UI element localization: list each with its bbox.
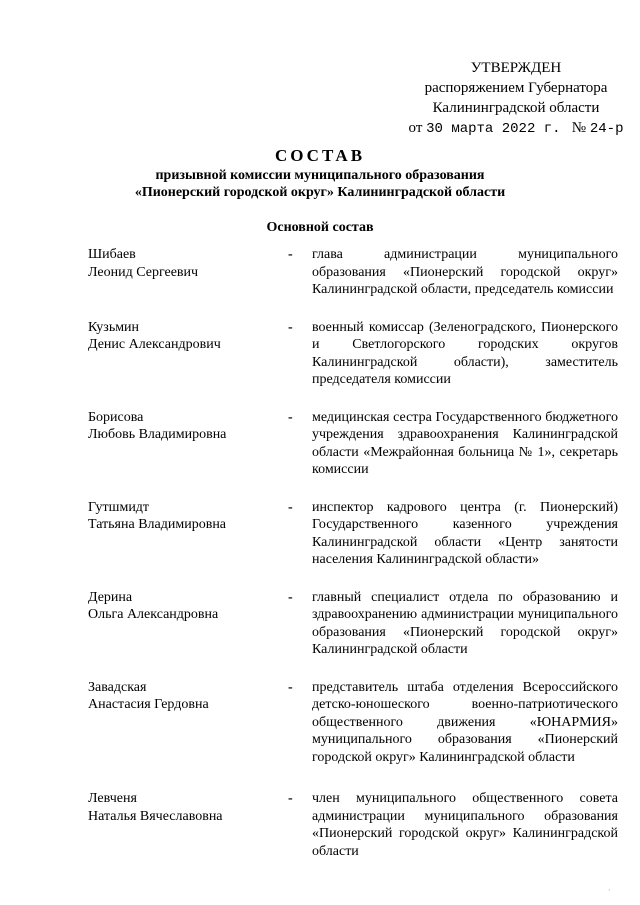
member-row	[88, 319, 618, 389]
member-name	[88, 246, 288, 299]
member-given-names: Татьяна Владимировна	[88, 517, 227, 532]
approval-heading: УТВЕРЖДЕН	[470, 60, 562, 76]
member-surname: Левченя	[88, 791, 137, 806]
member-role: представитель штаба отделения Всероссийского детско-юношеского военно-патриотического общественного движения «ЮНАРМИЯ» муниципального образования «Пионерский городской округ» Калининградской области	[312, 679, 618, 765]
member-role: медицинская сестра Государственного бюджетного учреждения здравоохранения Калининградской области «Межрайонная больница № 1», секретарь комиссии	[312, 409, 618, 477]
member-dash: -	[288, 589, 293, 605]
member-surname: Борисова	[88, 409, 144, 425]
member-role: глава администрации муниципального образования «Пионерский городской округ» Калининградской области, председатель комиссии	[312, 247, 618, 297]
member-given-names: Наталья Вячеславовна	[88, 808, 223, 824]
member-surname: Кузьмин	[88, 319, 140, 335]
member-row	[88, 589, 618, 659]
member-name	[88, 589, 288, 659]
member-dash: -	[288, 499, 293, 515]
member-surname: Завадская	[88, 679, 147, 695]
document-subtitle-line1: призывной комиссии муниципального образования	[155, 168, 485, 183]
member-name	[88, 679, 288, 767]
member-given-names: Леонид Сергеевич	[88, 264, 199, 280]
date-prefix: от	[408, 120, 423, 136]
members-list	[88, 246, 618, 860]
approval-date: 30 марта 2022 г.	[426, 121, 561, 137]
member-surname: Шибаев	[88, 247, 136, 262]
member-name	[88, 409, 288, 479]
member-given-names: Денис Александрович	[88, 337, 221, 352]
scan-speck: ·	[608, 886, 611, 895]
member-role: инспектор кадрового центра (г. Пионерский) Государственного казенного учреждения Калининградской области «Центр занятости населения Калининградской области»	[312, 499, 618, 567]
member-row	[88, 246, 618, 299]
member-given-names: Любовь Владимировна	[88, 427, 227, 442]
member-row	[88, 409, 618, 479]
member-surname: Гутшмидт	[88, 499, 150, 515]
member-row	[88, 790, 618, 860]
section-heading: Основной состав	[266, 220, 374, 235]
document-title: СОСТАВ	[274, 146, 366, 165]
member-role: главный специалист отдела по образованию и здравоохранению администрации муниципального образования «Пионерский городской округ» Калининградской области	[312, 589, 618, 657]
member-name	[88, 319, 288, 389]
member-dash: -	[288, 791, 293, 806]
approval-number: 24-р	[589, 121, 624, 137]
member-name	[88, 499, 288, 569]
approval-region: Калининградской области	[432, 100, 600, 116]
member-role: член муниципального общественного совета администрации муниципального образования «Пионерский городской округ» Калининградской области	[312, 791, 618, 859]
member-surname: Дерина	[88, 589, 133, 605]
member-row	[88, 499, 618, 569]
member-name	[88, 790, 288, 860]
member-dash: -	[288, 679, 293, 695]
number-prefix: №	[571, 120, 587, 136]
member-row	[88, 679, 618, 767]
document-subtitle-line2: «Пионерский городской округ» Калининградской области	[134, 185, 506, 200]
member-given-names: Ольга Александровна	[88, 607, 219, 622]
member-dash: -	[288, 247, 293, 262]
approval-block	[400, 58, 632, 139]
approval-issuer: распоряжением Губернатора	[424, 80, 608, 96]
member-dash: -	[288, 409, 293, 425]
member-role: военный комиссар (Зеленоградского, Пионерского и Светлогорского городских округов Калининградской области), заместитель председателя комиссии	[312, 319, 618, 387]
member-given-names: Анастасия Гердовна	[88, 697, 209, 712]
member-dash: -	[288, 319, 293, 335]
approval-date-line	[400, 118, 632, 139]
